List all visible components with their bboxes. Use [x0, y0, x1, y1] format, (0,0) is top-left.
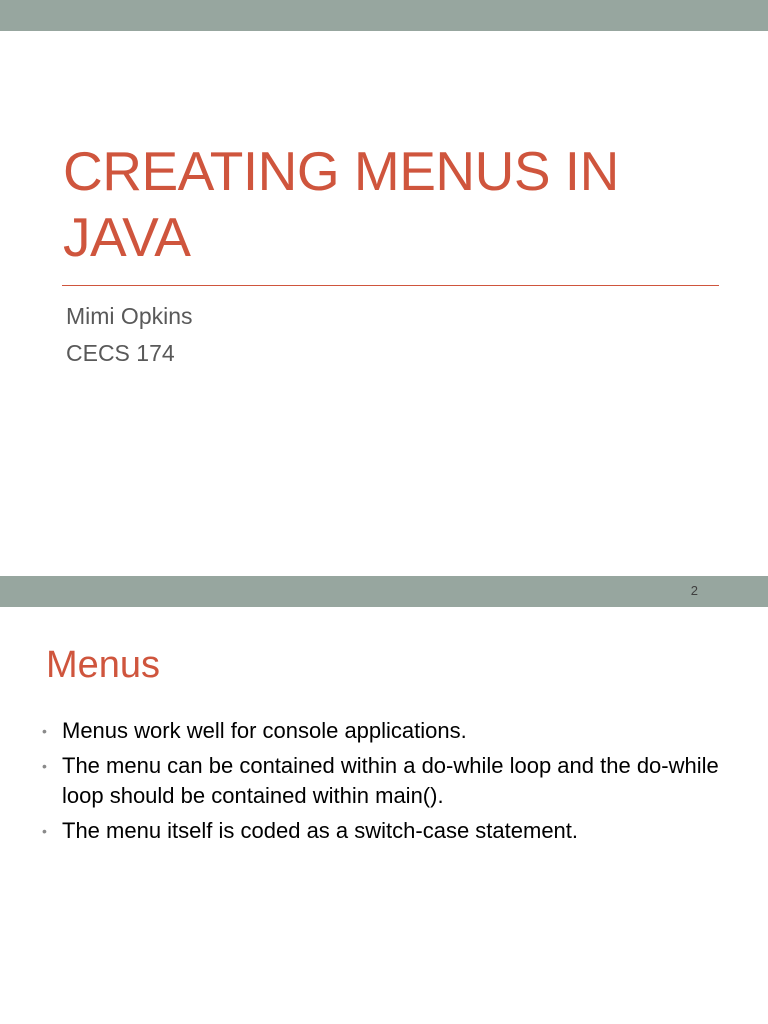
bullet-list	[42, 716, 722, 851]
bullet-icon: •	[42, 723, 47, 739]
list-item	[42, 751, 722, 811]
slide-title: CREATING MENUS IN JAVA	[63, 140, 619, 268]
list-item	[42, 816, 722, 846]
bullet-text: The menu itself is coded as a switch-case statement.	[62, 818, 579, 843]
bullet-icon: •	[42, 823, 47, 839]
author-name: Mimi Opkins	[66, 303, 193, 329]
title-divider	[62, 285, 719, 286]
slide-heading: Menus	[46, 644, 161, 686]
slide-top-bar	[0, 576, 768, 607]
course-code: CECS 174	[66, 340, 175, 366]
content-slide	[0, 576, 768, 1024]
bullet-icon: •	[42, 758, 47, 774]
list-item	[42, 716, 722, 746]
slide-top-bar	[0, 0, 768, 31]
slide-number: 2	[690, 583, 698, 598]
bullet-text: The menu can be contained within a do-while loop and the do-while loop should be contained within main().	[62, 753, 719, 808]
bullet-text: Menus work well for console applications.	[62, 718, 467, 743]
